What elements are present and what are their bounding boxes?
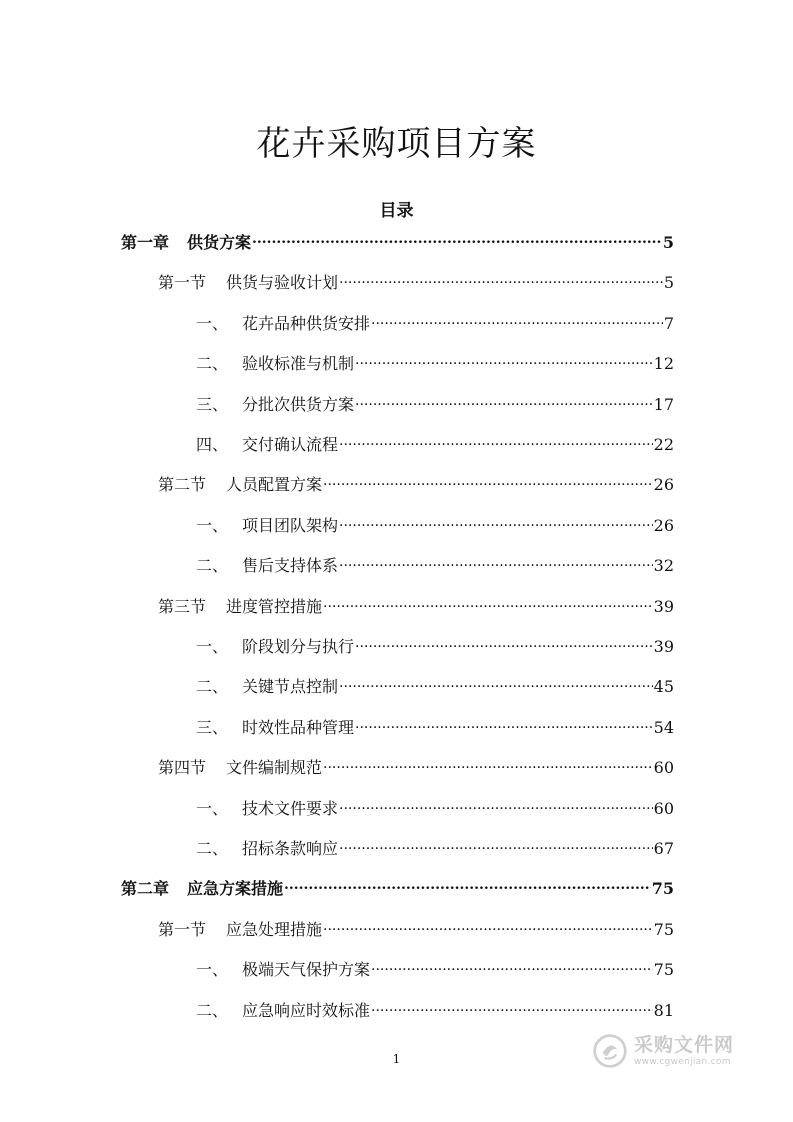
toc-entry[interactable] [158,756,674,780]
toc-dot-leader [339,434,653,450]
toc-entry-number: 第二节 [158,475,207,494]
toc-entry-number: 二、 [196,1001,229,1020]
toc-entry[interactable] [196,797,674,821]
toc-dot-leader [355,636,653,652]
toc-entry[interactable] [196,635,674,659]
toc-entry-title: 售后支持体系 [242,556,339,575]
toc-entry-title: 分批次供货方案 [242,395,355,414]
toc-dot-leader [371,313,663,329]
toc-entry-page: 22 [653,435,674,454]
toc-dot-leader [355,717,653,733]
document-title: 花卉采购项目方案 [256,124,537,164]
toc-entry-number: 第一章 [121,233,170,252]
toc-entry[interactable] [196,312,674,336]
toc-dot-leader [323,919,653,935]
toc-entry[interactable] [158,918,674,942]
toc-entry-title: 应急方案措施 [187,879,284,898]
toc-entry-page: 26 [653,475,674,494]
toc-entry-title: 招标条款响应 [242,839,339,858]
toc-entry-title: 极端天气保护方案 [242,960,371,979]
toc-dot-leader [339,272,663,288]
toc-entry-title: 供货与验收计划 [226,273,339,292]
toc-entry-number: 四、 [196,435,229,454]
logo-icon [592,1033,628,1069]
toc-entry-page: 17 [653,395,674,414]
toc-dot-leader [355,353,653,369]
toc-entry[interactable] [196,999,674,1023]
toc-entry-number: 一、 [196,637,229,656]
toc-entry[interactable] [196,433,674,457]
watermark [592,1028,752,1074]
toc-dot-leader [323,596,653,612]
toc-entry[interactable] [196,393,674,417]
toc-entry-number: 三、 [196,718,229,737]
toc-entry-number: 一、 [196,960,229,979]
toc-entry[interactable] [196,675,674,699]
toc-entry-page: 54 [653,718,674,737]
toc-entry-page: 81 [653,1001,674,1020]
toc-entry-title: 进度管控措施 [226,597,323,616]
toc-dot-leader [323,474,653,490]
toc-entry-title: 应急响应时效标准 [242,1001,371,1020]
toc-entry[interactable] [196,352,674,376]
toc-entry-number: 第一节 [158,920,207,939]
toc-entry-title: 交付确认流程 [242,435,339,454]
toc-entry[interactable] [158,595,674,619]
toc-entry-number: 第三节 [158,597,207,616]
toc-entry[interactable] [196,837,674,861]
toc-entry-page: 67 [653,839,674,858]
toc-entry-number: 一、 [196,799,229,818]
toc-entry[interactable] [158,271,674,295]
toc-entry-number: 第四节 [158,758,207,777]
toc-entry-page: 75 [653,920,674,939]
toc-entry-number: 三、 [196,395,229,414]
toc-dot-leader [339,555,653,571]
toc-entry[interactable] [196,554,674,578]
toc-entry-page: 45 [653,677,674,696]
toc-entry-page: 5 [663,273,674,292]
watermark-sub-text: www.cgwenjian.com [634,1056,731,1067]
toc-entry-title: 项目团队架构 [242,516,339,535]
toc-entry-number: 二、 [196,556,229,575]
toc-entry-title: 技术文件要求 [242,799,339,818]
toc-entry-title: 文件编制规范 [226,758,323,777]
toc-dot-leader [339,838,653,854]
toc-entry-number: 二、 [196,839,229,858]
toc-entry-page: 7 [663,314,674,333]
toc-dot-leader [284,878,651,894]
toc-entry-page: 60 [653,758,674,777]
toc-entry[interactable] [196,958,674,982]
toc-entry-page: 75 [653,960,674,979]
toc-entry[interactable] [158,473,674,497]
toc-entry-page: 39 [653,637,674,656]
toc-entry-title: 关键节点控制 [242,677,339,696]
toc-entry-number: 一、 [196,516,229,535]
toc-dot-leader [339,798,653,814]
toc-entry-page: 5 [662,233,674,252]
toc-dot-leader [323,757,653,773]
toc-dot-leader [355,394,653,410]
toc-entry-page: 32 [653,556,674,575]
toc-dot-leader [339,515,653,531]
toc-entry-page: 75 [651,879,674,898]
toc-entry-title: 应急处理措施 [226,920,323,939]
page-number: 1 [392,1052,401,1066]
toc-entry-number: 一、 [196,314,229,333]
toc-entry-title: 时效性品种管理 [242,718,355,737]
toc-entry[interactable] [121,231,674,255]
toc-entry-page: 26 [653,516,674,535]
toc-entry-number: 二、 [196,354,229,373]
toc-dot-leader [371,959,653,975]
toc-entry-title: 验收标准与机制 [242,354,355,373]
toc-entry-number: 二、 [196,677,229,696]
watermark-main-text: 采购文件网 [634,1033,735,1056]
toc-dot-leader [339,676,653,692]
toc-heading: 目录 [379,201,414,221]
toc-entry-page: 12 [653,354,674,373]
toc-entry-number: 第一节 [158,273,207,292]
toc-entry-title: 阶段划分与执行 [242,637,355,656]
toc-entry-title: 花卉品种供货安排 [242,314,371,333]
toc-dot-leader [252,232,662,248]
toc-entry-page: 39 [653,597,674,616]
toc-entry[interactable] [196,514,674,538]
toc-entry[interactable] [121,877,674,901]
toc-entry-title: 人员配置方案 [226,475,323,494]
toc-entry-title: 供货方案 [187,233,252,252]
toc-entry[interactable] [196,716,674,740]
toc-dot-leader [371,1000,653,1016]
toc-entry-number: 第二章 [121,879,170,898]
toc-entry-page: 60 [653,799,674,818]
